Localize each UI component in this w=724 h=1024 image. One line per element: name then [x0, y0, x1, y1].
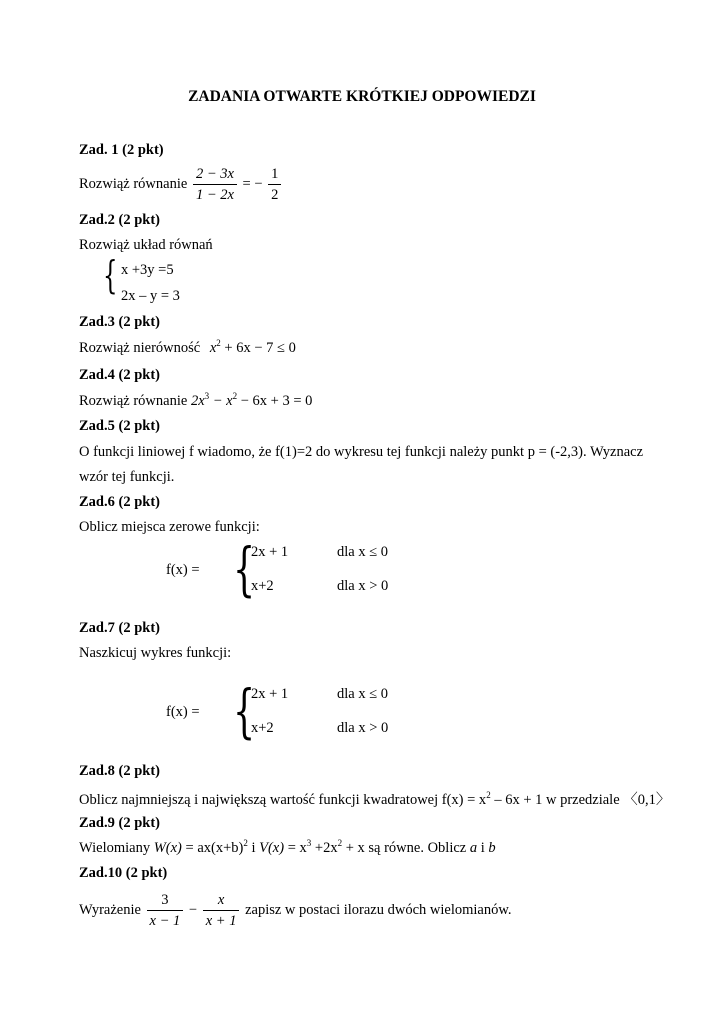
task-2-equation-1: x +3y =5	[121, 262, 174, 278]
task-2-brace: {	[103, 253, 118, 297]
task-7-text: Naszkicuj wykres funkcji:	[79, 645, 232, 661]
task-5-line-1: O funkcji liniowej f wiadomo, że f(1)=2 do wykresu tej funkcji należy punkt p = (-2,3). Wyznacz	[79, 444, 644, 460]
task-10-text: Wyrażenie	[79, 901, 141, 918]
task-7-case-2: x+2	[251, 720, 274, 736]
task-6-brace: {	[233, 535, 256, 603]
task-4-text: Rozwiąż równanie	[79, 393, 188, 409]
task-9-t4: = x	[284, 840, 307, 856]
task-6-text: Oblicz miejsca zerowe funkcji:	[79, 519, 260, 535]
task-9-t5: +2x	[311, 840, 338, 856]
task-9-t3: i	[247, 840, 260, 856]
task-1-equals: = −	[242, 175, 263, 192]
task-10-body	[79, 890, 512, 931]
task-10-fraction-1	[147, 890, 184, 931]
task-3-expr-var: x	[209, 340, 217, 356]
task-8-exponent: 2	[486, 790, 491, 800]
task-10-num-2: x	[203, 890, 240, 911]
task-1-numerator-2: 1	[268, 164, 281, 185]
task-10-den-2: x + 1	[205, 913, 237, 929]
task-6-case-1: 2x + 1	[251, 544, 289, 560]
task-3-exponent: 2	[216, 338, 221, 348]
task-4-term-2: − x	[212, 393, 233, 409]
task-8-text-a: Oblicz najmniejszą i największą wartość funkcji kwadratowej f(x) = x	[79, 792, 487, 808]
task-10-den-1: x − 1	[149, 913, 181, 929]
page-title: ZADANIA OTWARTE KRÓTKIEJ ODPOWIEDZI	[188, 88, 536, 105]
task-4-heading: Zad.4 (2 pkt)	[79, 367, 160, 383]
task-4-term-1: 2x	[190, 393, 205, 409]
task-1-numerator: 2 − 3x	[193, 164, 237, 185]
task-3-heading: Zad.3 (2 pkt)	[79, 314, 160, 330]
task-2-equation-2: 2x – y = 3	[121, 288, 180, 304]
task-4-term-3: − 6x + 3 = 0	[240, 393, 313, 409]
task-8-body	[79, 788, 670, 809]
task-9-w: W(x)	[153, 840, 182, 856]
task-1-text: Rozwiąż równanie	[79, 175, 188, 192]
task-1-denominator-2: 2	[271, 187, 279, 203]
task-5-heading: Zad.5 (2 pkt)	[79, 418, 160, 434]
task-9-e3: 2	[337, 838, 343, 848]
task-10-rest: zapisz w postaci ilorazu dwóch wielomianów.	[245, 901, 512, 918]
task-7-brace: {	[233, 677, 256, 745]
task-9-heading: Zad.9 (2 pkt)	[79, 815, 160, 831]
task-7-cond-2: dla x > 0	[337, 720, 389, 736]
task-7-cond-1: dla x ≤ 0	[337, 686, 389, 702]
task-10-minus: −	[188, 901, 198, 918]
task-1-body	[79, 164, 283, 205]
task-10-heading: Zad.10 (2 pkt)	[79, 865, 168, 881]
task-7-heading: Zad.7 (2 pkt)	[79, 620, 160, 636]
task-3-text: Rozwiąż nierówność	[79, 340, 201, 356]
task-1-heading: Zad. 1 (2 pkt)	[79, 142, 164, 158]
task-2-text: Rozwiąż układ równań	[79, 237, 213, 253]
task-4-body	[79, 393, 312, 410]
task-9-t1: Wielomiany	[79, 840, 154, 856]
task-9-v: V(x)	[259, 840, 285, 856]
task-5-line-2: wzór tej funkcji.	[79, 469, 175, 485]
task-2-heading: Zad.2 (2 pkt)	[79, 212, 160, 228]
task-4-exp-2: 2	[232, 391, 238, 401]
task-3-body	[79, 340, 296, 357]
task-9-e2: 3	[306, 838, 312, 848]
task-9-t2: = ax(x+b)	[181, 840, 244, 856]
task-10-num-1: 3	[147, 890, 184, 911]
task-7-fx: f(x) =	[166, 704, 200, 720]
task-1-denominator: 1 − 2x	[195, 187, 234, 203]
task-7-case-1: 2x + 1	[251, 686, 289, 702]
task-9-body	[79, 840, 496, 857]
task-8-text-b: – 6x + 1 w przedziale 〈0,1〉	[490, 792, 671, 808]
task-1-fraction-right	[268, 164, 281, 205]
task-6-cond-1: dla x ≤ 0	[337, 544, 389, 560]
task-9-b: b	[488, 840, 496, 856]
task-6-case-2: x+2	[251, 578, 274, 594]
task-9-a: a	[469, 840, 478, 856]
task-9-t7: i	[477, 840, 489, 856]
task-9-e1: 2	[243, 838, 248, 848]
task-9-t6: + x są równe. Oblicz	[342, 840, 470, 856]
task-8-heading: Zad.8 (2 pkt)	[79, 763, 160, 779]
task-6-fx: f(x) =	[166, 562, 200, 578]
task-1-fraction-left	[193, 164, 237, 205]
task-4-exp-1: 3	[204, 391, 210, 401]
task-6-heading: Zad.6 (2 pkt)	[79, 494, 160, 510]
task-6-cond-2: dla x > 0	[337, 578, 389, 594]
task-3-expr-rest: + 6x − 7 ≤ 0	[224, 340, 296, 356]
task-10-fraction-2	[203, 890, 240, 931]
